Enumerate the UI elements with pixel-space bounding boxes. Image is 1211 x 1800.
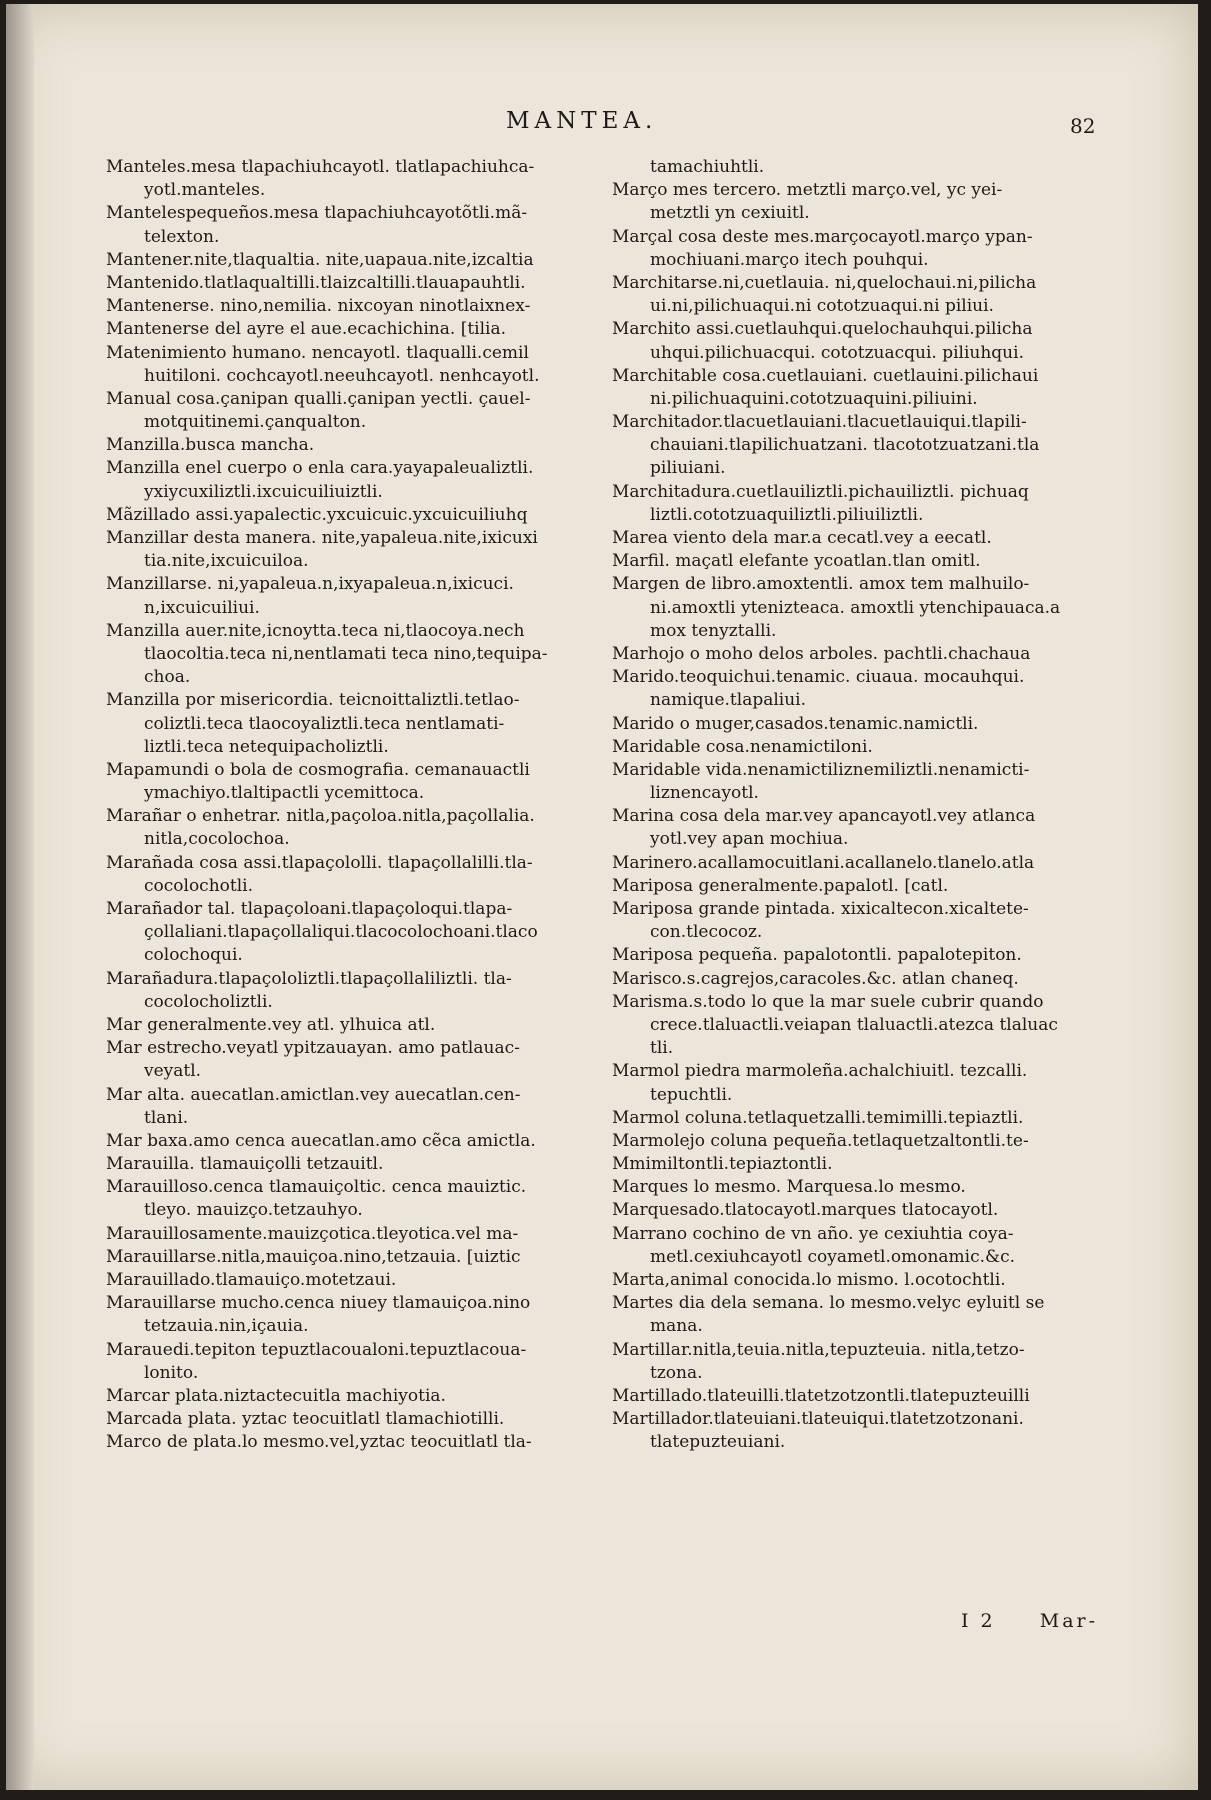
dictionary-line: namique.tlapaliui.: [650, 690, 807, 711]
dictionary-line: Marinero.acallamocuitlani.acallanelo.tlanelo.atla: [612, 852, 1035, 873]
running-header: MANTEA.: [506, 108, 658, 134]
dictionary-line: Marañada cosa assi.tlapaçololli. tlapaçollalilli.tla-: [106, 852, 533, 873]
dictionary-line: Mariposa grande pintada. xixicaltecon.xicaltete-: [612, 899, 1029, 919]
dictionary-line: Marcar plata.niztactecuitla machiyotia.: [106, 1385, 446, 1406]
dictionary-line: tzona.: [650, 1362, 703, 1383]
dictionary-line: piliuiani.: [650, 458, 726, 479]
dictionary-line: Maridable cosa.nenamictiloni.: [612, 736, 873, 757]
dictionary-line: Marisma.s.todo lo que la mar suele cubrir quando: [612, 991, 1044, 1012]
dictionary-line: Manzilla enel cuerpo o enla cara.yayapaleualiztli.: [106, 458, 534, 479]
dictionary-line: telexton.: [144, 226, 220, 247]
dictionary-line: ni.pilichuaquini.cototzuaquini.piliuini.: [650, 388, 978, 409]
dictionary-line: Marhojo o moho delos arboles. pachtli.chachaua: [612, 643, 1031, 664]
dictionary-line: yxiycuxiliztli.ixcuicuiliuiztli.: [144, 481, 383, 502]
dictionary-line: Marisco.s.cagrejos,caracoles.&c. atlan chaneq.: [612, 968, 1019, 989]
dictionary-line: Mmimiltontli.tepiaztontli.: [612, 1154, 833, 1175]
signature-mark: I 2: [961, 1610, 996, 1632]
dictionary-line: veyatl.: [144, 1061, 202, 1082]
dictionary-line: Marchitable cosa.cuetlauiani. cuetlauini.pilichaui: [612, 365, 1039, 386]
dictionary-line: liztli.cototzuaquiliztli.piliuiliztli.: [650, 504, 924, 525]
dictionary-line: Mantelespequeños.mesa tlapachiuhcayotõtli.mã-: [106, 203, 528, 224]
dictionary-line: Marauillosamente.mauizçotica.tleyotica.vel ma-: [106, 1223, 519, 1244]
dictionary-line: Marmol piedra marmoleña.achalchiuitl. tezcalli.: [612, 1061, 1028, 1082]
dictionary-line: metl.cexiuhcayotl coyametl.omonamic.&c.: [650, 1246, 1016, 1267]
dictionary-line: Martillado.tlateuilli.tlatetzotzontli.tlatepuzteuilli: [612, 1385, 1030, 1406]
catchword: Mar-: [1039, 1610, 1099, 1632]
left-column: [106, 156, 606, 1455]
dictionary-line: Marauillarse mucho.cenca niuey tlamauiçoa.nino: [106, 1293, 531, 1314]
dictionary-line: Mariposa generalmente.papalotl. [catl.: [612, 875, 949, 896]
dictionary-line: Mantenerse del ayre el aue.ecachichina. [tilia.: [106, 319, 507, 340]
dictionary-line: Manzillar desta manera. nite,yapaleua.nite,ixicuxi: [106, 528, 538, 548]
dictionary-line: Marauillarse.nitla,mauiçoa.nino,tetzauia. [uiztic: [106, 1246, 521, 1267]
dictionary-line: nitla,cocolochoa.: [144, 829, 290, 850]
dictionary-line: Maridable vida.nenamictiliznemiliztli.nenamicti-: [612, 759, 1030, 780]
right-column: [612, 156, 1112, 1455]
dictionary-line: cocolocholiztli.: [144, 991, 273, 1012]
dictionary-line: Marido o muger,casados.tenamic.namictli.: [612, 713, 979, 734]
dictionary-line: çollaliani.tlapaçollaliqui.tlacocolochoani.tlaco: [144, 922, 538, 943]
page-footer: [961, 1610, 1098, 1632]
dictionary-line: Mãzillado assi.yapalectic.yxcuicuic.yxcuicuiliuhq: [106, 504, 528, 525]
dictionary-line: mochiuani.março itech pouhqui.: [650, 249, 929, 270]
dictionary-line: Mar alta. auecatlan.amictlan.vey auecatlan.cen-: [106, 1084, 521, 1105]
dictionary-line: Mantener.nite,tlaqualtia. nite,uapaua.nite,izcaltia: [106, 249, 534, 270]
dictionary-line: yotl.manteles.: [144, 180, 266, 201]
dictionary-line: Mariposa pequeña. papalotontli. papalotepiton.: [612, 945, 1022, 966]
dictionary-line: tlaocoltia.teca ni,nentlamati teca nino,tequipa-: [144, 643, 548, 664]
dictionary-line: Marauilla. tlamauiçolli tetzauitl.: [106, 1154, 384, 1175]
dictionary-line: Mar generalmente.vey atl. ylhuica atl.: [106, 1014, 436, 1035]
dictionary-line: ni.amoxtli ytenizteaca. amoxtli ytenchipauaca.a: [650, 597, 1061, 618]
dictionary-line: con.tlecocoz.: [650, 922, 763, 943]
dictionary-line: tamachiuhtli.: [650, 157, 765, 177]
dictionary-line: ymachiyo.tlaltipactli ycemittoca.: [144, 783, 425, 804]
dictionary-line: Marauilloso.cenca tlamauiçoltic. cenca mauiztic.: [106, 1177, 527, 1198]
dictionary-line: Marauillado.tlamauiço.motetzaui.: [106, 1270, 397, 1290]
dictionary-line: Marquesado.tlatocayotl.marques tlatocayotl.: [612, 1200, 999, 1221]
dictionary-line: lonito.: [144, 1362, 199, 1383]
dictionary-line: Marcada plata. yztac teocuitlatl tlamachiotilli.: [106, 1409, 505, 1430]
dictionary-line: Manual cosa.çanipan qualli.çanipan yectli. çauel-: [106, 388, 531, 409]
dictionary-line: Marta,animal conocida.lo mismo. l.ocotochtli.: [612, 1270, 1006, 1290]
dictionary-line: ui.ni,pilichuaqui.ni cototzuaqui.ni piliui.: [650, 296, 994, 317]
dictionary-line: Marea viento dela mar.a cecatl.vey a eecatl.: [612, 528, 992, 548]
dictionary-line: Marañadura.tlapaçololiztli.tlapaçollaliliztli. tla-: [106, 968, 512, 989]
dictionary-line: Mar baxa.amo cenca auecatlan.amo cẽca amictla.: [106, 1130, 536, 1151]
dictionary-line: Marco de plata.lo mesmo.vel,yztac teocuitlatl tla-: [106, 1432, 532, 1453]
dictionary-line: Março mes tercero. metztli março.vel, yc yei-: [612, 180, 1003, 201]
dictionary-line: Marañar o enhetrar. nitla,paçoloa.nitla,paçollalia.: [106, 806, 535, 827]
dictionary-line: Marauedi.tepiton tepuztlacoualoni.tepuztlacoua-: [106, 1339, 527, 1360]
dictionary-line: Margen de libro.amoxtentli. amox tem malhuilo-: [612, 574, 1030, 595]
dictionary-line: Marrano cochino de vn año. ye cexiuhtia coya-: [612, 1223, 1014, 1244]
dictionary-line: Marmolejo coluna pequeña.tetlaquetzaltontli.te-: [612, 1130, 1029, 1151]
dictionary-line: mox tenyztalli.: [650, 620, 777, 641]
dictionary-line: Manzilla.busca mancha.: [106, 435, 315, 456]
dictionary-line: Marina cosa dela mar.vey apancayotl.vey atlanca: [612, 806, 1036, 827]
dictionary-line: Mapamundi o bola de cosmografia. cemanauactli: [106, 759, 530, 780]
dictionary-line: Marchitador.tlacuetlauiani.tlacuetlauiqui.tlapili-: [612, 412, 1027, 433]
dictionary-line: Manteles.mesa tlapachiuhcayotl. tlatlapachiuhca-: [106, 157, 535, 177]
dictionary-line: Martes dia dela semana. lo mesmo.velyc eyluitl se: [612, 1293, 1045, 1314]
dictionary-line: Marchito assi.cuetlauhqui.quelochauhqui.pilicha: [612, 319, 1033, 340]
dictionary-line: yotl.vey apan mochiua.: [650, 829, 849, 850]
dictionary-line: Marido.teoquichui.tenamic. ciuaua. mocauhqui.: [612, 667, 1025, 688]
page-number: 82: [1070, 114, 1096, 138]
dictionary-line: tetzauia.nin,içauia.: [144, 1316, 309, 1337]
dictionary-line: Mantenido.tlatlaqualtilli.tlaizcaltilli.tlauapauhtli.: [106, 272, 526, 293]
dictionary-line: chauiani.tlapilichuatzani. tlacototzuatzani.tla: [650, 435, 1040, 456]
dictionary-line: Martillar.nitla,teuia.nitla,tepuzteuia. nitla,tetzo-: [612, 1339, 1025, 1360]
dictionary-line: tlani.: [144, 1107, 189, 1128]
dictionary-line: Matenimiento humano. nencayotl. tlaqualli.cemil: [106, 342, 529, 363]
dictionary-line: Marchitadura.cuetlauiliztli.pichauiliztli. pichuaq: [612, 481, 1029, 502]
dictionary-line: colochoqui.: [144, 945, 243, 966]
dictionary-line: Marçal cosa deste mes.marçocayotl.março ypan-: [612, 226, 1033, 247]
dictionary-line: tia.nite,ixcuicuiloa.: [144, 551, 309, 572]
dictionary-line: choa.: [144, 667, 191, 688]
dictionary-line: tli.: [650, 1038, 674, 1059]
dictionary-line: Marañador tal. tlapaçoloani.tlapaçoloqui.tlapa-: [106, 899, 513, 919]
dictionary-line: Mantenerse. nino,nemilia. nixcoyan ninotlaixnex-: [106, 296, 531, 317]
dictionary-line: metztli yn cexiuitl.: [650, 203, 810, 224]
book-page: [6, 4, 1198, 1790]
dictionary-line: n,ixcuicuiliui.: [144, 597, 260, 618]
dictionary-line: coliztli.teca tlaocoyaliztli.teca nentlamati-: [144, 713, 505, 734]
dictionary-line: tlatepuzteuiani.: [650, 1432, 786, 1453]
dictionary-line: mana.: [650, 1316, 703, 1337]
adjacent-page-edge: [6, 4, 34, 1790]
dictionary-line: Martillador.tlateuiani.tlateuiqui.tlatetzotzonani.: [612, 1409, 1024, 1430]
dictionary-line: Marques lo mesmo. Marquesa.lo mesmo.: [612, 1177, 966, 1198]
dictionary-line: tepuchtli.: [650, 1084, 733, 1105]
dictionary-line: Marchitarse.ni,cuetlauia. ni,quelochaui.ni,pilicha: [612, 272, 1037, 293]
dictionary-line: liznencayotl.: [650, 783, 759, 804]
dictionary-line: motquitinemi.çanqualton.: [144, 412, 367, 433]
dictionary-line: huitiloni. cochcayotl.neeuhcayotl. nenhcayotl.: [144, 365, 540, 386]
dictionary-line: Manzilla auer.nite,icnoytta.teca ni,tlaocoya.nech: [106, 620, 525, 641]
dictionary-line: Manzillarse. ni,yapaleua.n,ixyapaleua.n,ixicuci.: [106, 574, 514, 595]
dictionary-line: Mar estrecho.veyatl ypitzauayan. amo patlauac-: [106, 1038, 520, 1059]
dictionary-line: liztli.teca netequipacholiztli.: [144, 736, 389, 757]
dictionary-line: Marmol coluna.tetlaquetzalli.temimilli.tepiaztli.: [612, 1107, 1024, 1128]
dictionary-line: Manzilla por misericordia. teicnoittaliztli.tetlao-: [106, 690, 520, 711]
dictionary-line: cocolochotli.: [144, 875, 253, 896]
dictionary-line: crece.tlaluactli.veiapan tlaluactli.atezca tlaluac: [650, 1014, 1058, 1035]
dictionary-line: uhqui.pilichuacqui. cototzuacqui. piliuhqui.: [650, 342, 1024, 363]
dictionary-line: Marfil. maçatl elefante ycoatlan.tlan omitl.: [612, 551, 981, 572]
dictionary-line: tleyo. mauizço.tetzauhyo.: [144, 1200, 363, 1221]
